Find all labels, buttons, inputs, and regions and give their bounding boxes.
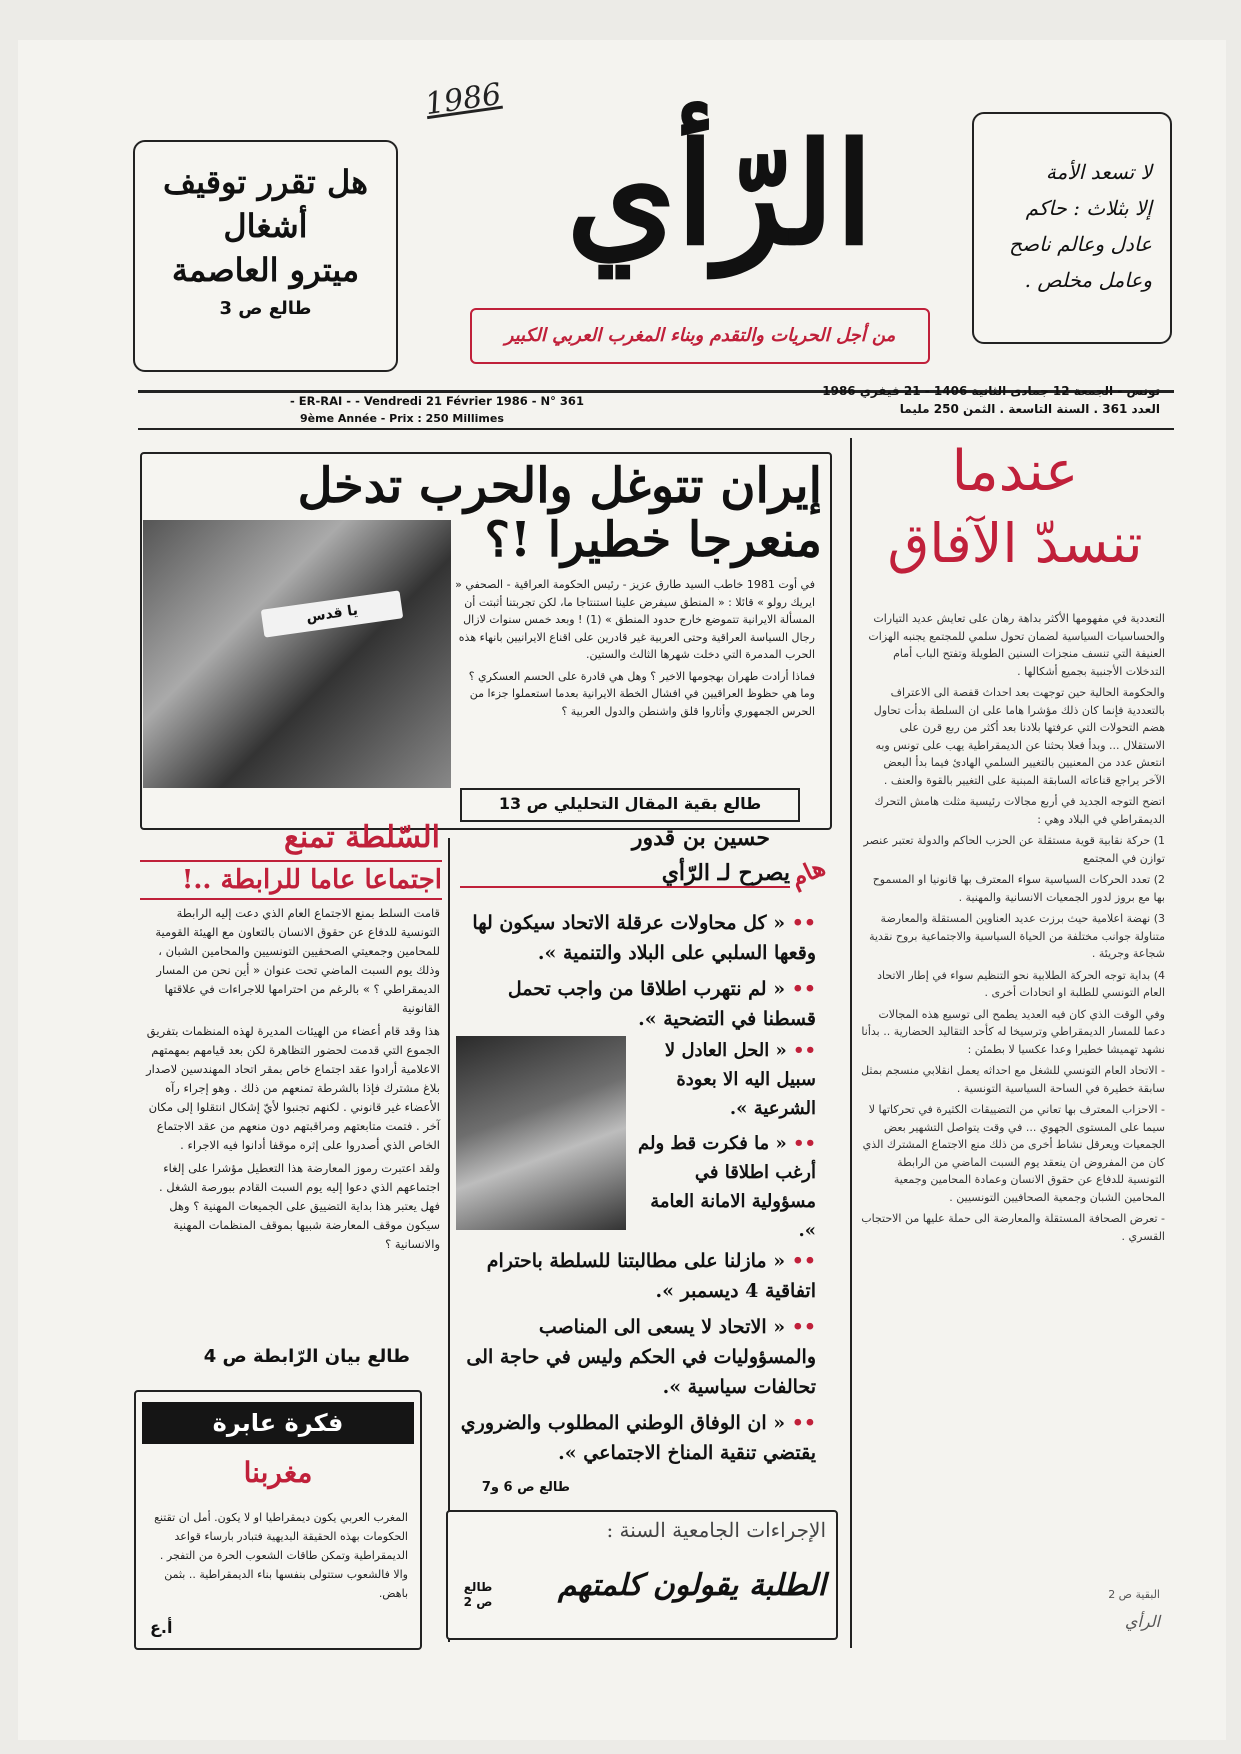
editorial-paragraph: اتضح التوجه الجديد في أربع مجالات رئيسية مثلت هامش التحرك الديمقراطي في البلاد وهي : xyxy=(874,795,1165,826)
students-page-ref: طالع ص 2 xyxy=(463,1580,493,1609)
quote-bullet-icon: •• xyxy=(785,978,816,1000)
quote-line-2: إلا بثلاث : حاكم xyxy=(1025,196,1152,220)
quote-line-1: لا تسعد الأمة xyxy=(1045,160,1152,184)
quote-text: « ان الوفاق الوطني المطلوب والضروري يقتضي تنقية المناخ الاجتماعي ». xyxy=(460,1412,816,1464)
editorial-paragraph: - الاحزاب المعترف بها تعاني من التضييقات الكثيرة في تحركاتها لا سيما على المستوى الجهوي ... في وقت يتواصل التشهير بعض الجمعيات ويعرقل نشاط أخرى من ذلك منع الاجتماع المشترك الذي كان من المفروض ان ينعقد يوم السبت الماضي من الرابطة التونسية للدفاع عن حقوق الانسان وعمادة المحامين وجمعية المحامين الشبان وجمعية الصحافيين التونسيين . xyxy=(862,1103,1165,1204)
authority-headline-2: اجتماعا عاما للرابطة ..! xyxy=(140,860,442,900)
metro-line-2: أشغال xyxy=(223,207,308,245)
quote-bullet-icon: •• xyxy=(786,1040,816,1061)
students-kicker: الإجراءات الجامعية السنة : xyxy=(606,1518,826,1542)
lead-paragraph: فماذا أرادت طهران بهجومها الاخير ؟ وهل هي قادرة على الحسم العسكري ؟ وما هي حظوظ العراقيين في افشال الخطة الايرانية بعدما استعملوا جزءا من الحرس الجمهوري وأثاروا قلق واشنطن والدول العربية ؟ xyxy=(468,669,815,718)
quote-line-3: عادل وعالم ناصح xyxy=(1009,232,1152,256)
interview-quotes xyxy=(456,908,816,1040)
quote-text: « ما فكرت قط ولم أرغب اطلاقا في مسؤولية الامانة العامة ». xyxy=(638,1133,816,1241)
quote-item xyxy=(456,1312,816,1402)
editorial-paragraph: 3) نهضة اعلامية حيث برزت عديد العناوين المستقلة والمعارضة متناولة جوانب مختلفة من الحياة السياسية والاجتماعية بروح نقدية شجاعة وجريئة . xyxy=(869,912,1165,960)
metro-page-ref: طالع ص 3 xyxy=(219,298,312,319)
masthead-title: الرّأي xyxy=(566,113,874,277)
quote-box xyxy=(972,112,1172,344)
dateline-ar-2: العدد 361 . السنة التاسعة . الثمن 250 مليما xyxy=(899,402,1160,416)
column-divider xyxy=(850,438,852,1648)
interview-quotes-side xyxy=(632,1036,816,1245)
slogan: من أجل الحريات والتقدم وبناء المغرب العربي الكبير xyxy=(470,308,930,364)
editorial-headline-2: تنسدّ الآفاق xyxy=(887,512,1143,575)
lead-continue-link[interactable]: طالع بقية المقال التحليلي ص 13 xyxy=(460,788,800,822)
authority-paragraph: هذا وقد قام أعضاء من الهيئات المديرة لهذه المنظمات بتفريق الجموع التي قدمت لحضور التظاهرة لكن بعد قيامهم بمهمتهم الاعلامية أرادوا عقد اجتماع خاص بمقر اتحاد المهندسين لاصدار بلاغ مشترك فإذا بالشرطة تمنعهم من ذلك . وهو إجراء رآه الأعضاء غير قانوني . لكنهم تجنبوا لأيّ إشكال انتقلوا إلى مكان آخر . فتمت متابعتهم ومراقبتهم دون منعهم من عقد الاجتماع الخاص الذي أصدروا على إثره موقفا أدانوا فيه الاجراء . xyxy=(146,1024,440,1152)
thought-signature: أ.ع xyxy=(150,1618,173,1637)
quote-bullet-icon: •• xyxy=(786,1133,816,1154)
lead-headline-2: منعرجا خطيرا !؟ xyxy=(484,512,822,568)
editorial-paragraph: 1) حركة نقابية قوية مستقلة عن الحزب الحاكم والدولة تعتبر عنصر توازن في المجتمع xyxy=(863,834,1165,865)
interview-quotes-bottom xyxy=(456,1246,816,1468)
thought-header: فكرة عابرة xyxy=(142,1402,414,1444)
editorial-paragraph: وفي الوقت الذي كان فيه العديد يطمح الى توسيع هذه المجالات دعما للمسار الديمقراطي وترسيخا له كأحد التقاليد الحضارية .. بدأنا نشهد تهميشا خطيرا وعدا عكسيا لا بطمئن : xyxy=(861,1007,1165,1056)
students-headline: الطلبة يقولون كلمتهم xyxy=(557,1568,826,1603)
editorial-paragraph: - الاتحاد العام التونسي للشغل مع احداثه يعمل انقلابي منسجم بمثل سابقة خطيرة في الساحة السياسية التونسية . xyxy=(861,1064,1165,1095)
editorial-paragraph: - تعرض الصحافة المستقلة والمعارضة الى حملة عليها من الاحتجاب القسري . xyxy=(861,1212,1165,1243)
quote-bullet-icon: •• xyxy=(785,1412,816,1434)
authority-headline-1: السّلطة تمنع xyxy=(283,820,440,855)
quote-item xyxy=(456,1246,816,1306)
thought-body: المغرب العربي يكون ديمقراطيا او لا يكون. أمل ان تقتنع الحكومات بهذه الحقيقة البديهية فتبادر بارساء قواعد الديمقراطية وتمكن طاقات الشعوب الحرة من التفجر . والا فالشعوب ستتولى بنفسها بناء الديمقراطية .. بثمن باهض. xyxy=(154,1511,408,1600)
quote-text: « كل محاولات عرقلة الاتحاد سيكون لها وقعها السلبي على البلاد والتنمية ». xyxy=(472,912,816,964)
editorial-signature: الرأي xyxy=(1124,1612,1160,1631)
authority-paragraph: ولقد اعتبرت رموز المعارضة هذا التعطيل مؤشرا على إلغاء اجتماعهم الذي دعوا إليه يوم السبت القادم ببورصة الشغل . فهل يعتبر هذا بداية التضييق على الجميعات المهنية ؟ وهل سيكون موقف المعارضة شبيها بموقف المنظمات المهنية والانسانية ؟ xyxy=(158,1161,440,1251)
quote-item xyxy=(456,1408,816,1468)
interview-stamp: هام xyxy=(785,851,830,894)
authority-continue[interactable]: طالع بيان الرّابطة ص 4 xyxy=(203,1346,410,1367)
interview-name: حسين بن قدور xyxy=(631,825,770,851)
metro-line-1: هل تقرر توقيف xyxy=(162,163,369,201)
headband-caption: يا قدس xyxy=(261,590,404,637)
quote-text: « لم نتهرب اطلاقا من واجب تحمل قسطنا في التضحية ». xyxy=(507,978,816,1030)
lead-paragraph: في أوت 1981 خاطب السيد طارق عزيز - رئيس الحكومة العراقية - الصحفي « ايريك رولو » قائلا : « المنطق سيفرض علينا استنتاجا ما، لكن تجربتنا أثبتت أن المسألة الايرانية تتموضع خارج حدود المنطق » (1) ! وبعد خمس سنوات لازال رجال السياسة العراقية وحتى العربية غير قادرين على اقناع الايرانيين بانهاء هذه الحرب المدمرة التي دخلت شهرها الثالث والستين. xyxy=(455,578,815,661)
quote-bullet-icon: •• xyxy=(785,912,816,934)
editorial-paragraph: التعددية في مفهومها الأكثر بداهة رهان على تعايش عديد التيارات والحساسيات السياسية لضمان تحول سلمي للمجتمع يجنبه الهزات العنيفة التي تنسف منجزات السنين الطويلة وتفتح الباب أمام التدخلات الأجنبية بجميع أشكالها . xyxy=(868,612,1165,678)
handwritten-year: 1986 xyxy=(422,76,504,123)
dateline-rule-bottom xyxy=(138,428,1174,430)
quote-text: « الحل العادل لا سبيل اليه الا بعودة الشرعية ». xyxy=(664,1040,816,1119)
editorial-continue[interactable]: البقية ص 2 xyxy=(1108,1588,1160,1601)
thought-title: مغربنا xyxy=(243,1456,313,1489)
quote-bullet-icon: •• xyxy=(785,1316,816,1338)
authority-paragraph: قامت السلط بمنع الاجتماع العام الذي دعت إليه الرابطة التونسية للدفاع عن حقوق الانسان بالتعاون مع الهيئة القومية للمحامين وجمعيتي الصحفيين التونسيين والمحامين الشبان ، وذلك يوم السبت الماضي تحت عنوان « أين نحن من المسار الديمقراطي ؟ » بالرغم من احترامها للاجراءات في علاقتها القانونية xyxy=(155,906,440,1015)
quote-bullet-icon: •• xyxy=(785,1250,816,1272)
soldier-photo xyxy=(143,520,451,788)
dateline-fr-2: 9ème Année - Prix : 250 Millimes xyxy=(300,412,504,425)
quote-item xyxy=(632,1036,816,1123)
lead-body xyxy=(455,576,815,724)
authority-body xyxy=(140,904,440,1258)
quote-item xyxy=(456,908,816,968)
quote-item xyxy=(632,1129,816,1245)
editorial-paragraph: 2) تعدد الحركات السياسية سواء المعترف بها قانونيا او المسموح بها مع بروز لدور الجمعيات الانسانية والمهنية . xyxy=(872,873,1165,904)
lead-headline-1: إيران تتوغل والحرب تدخل xyxy=(297,458,822,514)
dateline-ar-1: تونس - الجمعة 12 جمادى الثانية 1406 - 21 فيفري 1986 xyxy=(822,384,1160,398)
editorial-headline-1: عندما xyxy=(951,439,1079,504)
metro-teaser-box[interactable] xyxy=(133,140,398,372)
quote-text: « الاتحاد لا يسعى الى المناصب والمسؤوليات في الحكم وليس في حاجة الى تحالفات سياسية ». xyxy=(466,1316,816,1398)
editorial-paragraph: والحكومة الحالية حين توجهت بعد احداث قفصة الى الاعتراف بالتعددية فإنما كان ذلك مؤشرا هاما على ان السلطة بدأت تحاول هضم التحولات التي عرفتها بلادنا بعد أكثر من ربع قرن على الاستقلال ... وبدأ فعلا بحثنا عن الديمقراطية يهب على تونس وبه انتعش عدد من المعنيين بالتغيير السلمي الهادئ فيما بدأ البعض الآخر يراجع قناعاته السابقة المبنية على التغيير بالقوة والعنف . xyxy=(873,686,1165,787)
dateline-fr-1: - ER-RAI - - Vendredi 21 Février 1986 - N° 361 xyxy=(290,394,584,408)
interviewee-photo xyxy=(456,1036,626,1230)
quote-text: « مازلنا على مطالبتنا للسلطة باحترام اتفاقية 4 ديسمبر ». xyxy=(486,1250,816,1302)
quote-item xyxy=(456,974,816,1034)
interview-banner: يصرح لـ الرّأي xyxy=(460,860,790,888)
editorial-paragraph: 4) بداية توجه الحركة الطلابية نحو التنظيم سواء في إطار الاتحاد العام التونسي للطلبة او اتحادات أخرى . xyxy=(877,968,1165,999)
interview-continue[interactable]: طالع ص 6 و7 xyxy=(481,1480,570,1495)
quote-line-4: وعامل مخلص . xyxy=(1024,268,1152,292)
metro-line-3: ميترو العاصمة xyxy=(171,251,360,289)
editorial-body xyxy=(860,610,1165,1249)
